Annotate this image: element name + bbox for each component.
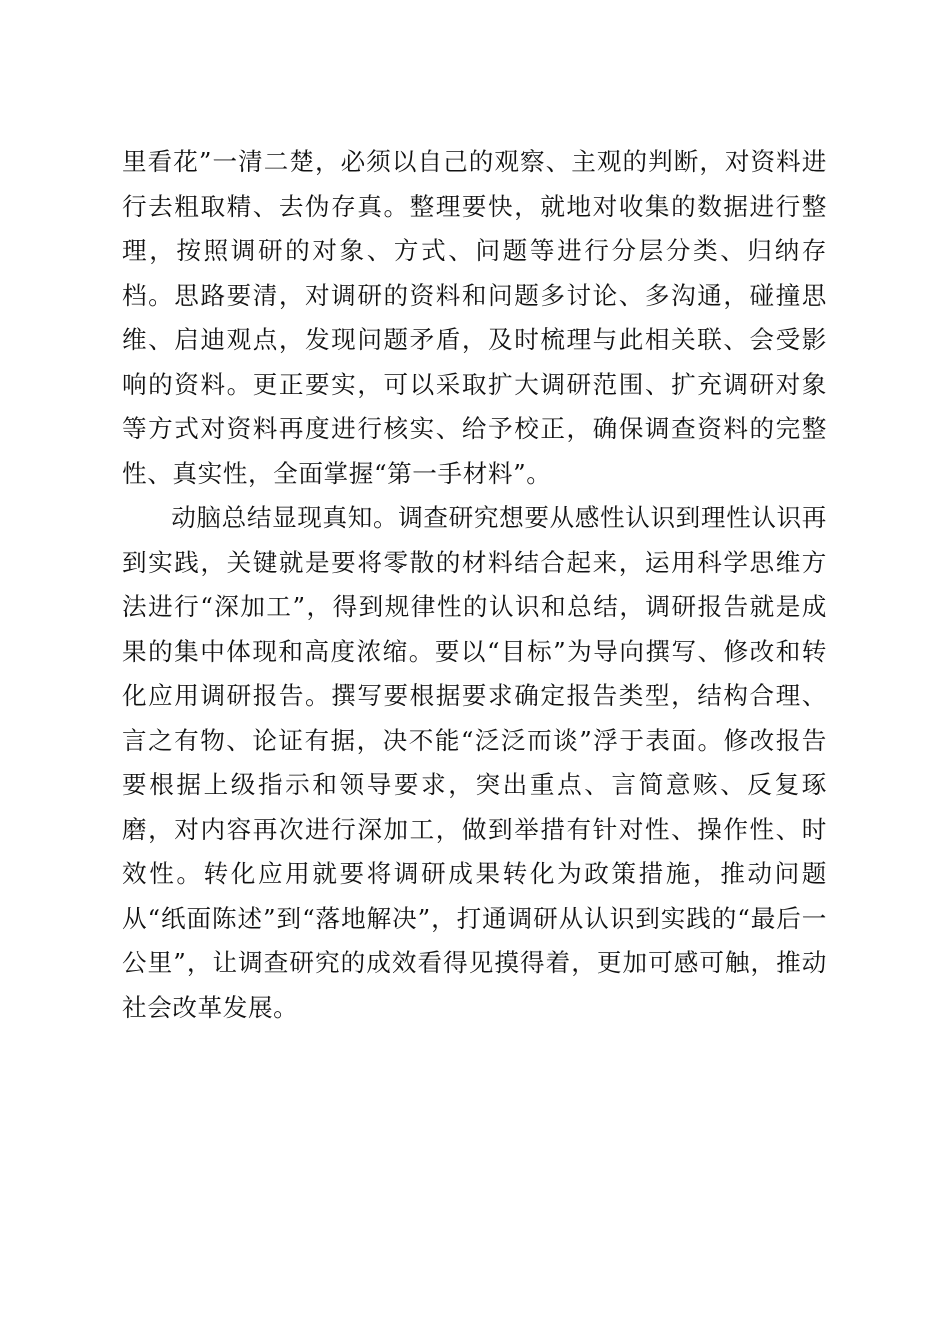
paragraph-summary: 动脑总结显现真知。调查研究想要从感性认识到理性认识再到实践，关键就是要将零散的材料结合起来，运用科学思维方法进行“深加工”，得到规律性的认识和总结，调研报告就是成果的集中体现和高度浓缩。要以“目标”为导向撰写、修改和转化应用调研报告。撰写要根据要求确定报告类型，结构合理、言之有物、论证有据，决不能“泛泛而谈”浮于表面。修改报告要根据上级指示和领导要求，突出重点、言简意赅、反复琢磨，对内容再次进行深加工，做到举措有针对性、操作性、时效性。转化应用就要将调研成果转化为政策措施，推动问题从“纸面陈述”到“落地解决”，打通调研从认识到实践的“最后一公里”，让调查研究的成效看得见摸得着，更加可感可触，推动社会改革发展。 (122, 503, 827, 1022)
paragraph-continued: 里看花”一清二楚，必须以自己的观察、主观的判断，对资料进行去粗取精、去伪存真。整理要快，就地对收集的数据进行整理，按照调研的对象、方式、问题等进行分层分类、归纳存档。思路要清，对调研的资料和问题多讨论、多沟通，碰撞思维、启迪观点，发现问题矛盾，及时梳理与此相关联、会受影响的资料。更正要实，可以采取扩大调研范围、扩充调研对象等方式对资料再度进行核实、给予校正，确保调查资料的完整性、真实性，全面掌握“第一手材料”。 (122, 147, 827, 488)
body-text (122, 140, 827, 1030)
